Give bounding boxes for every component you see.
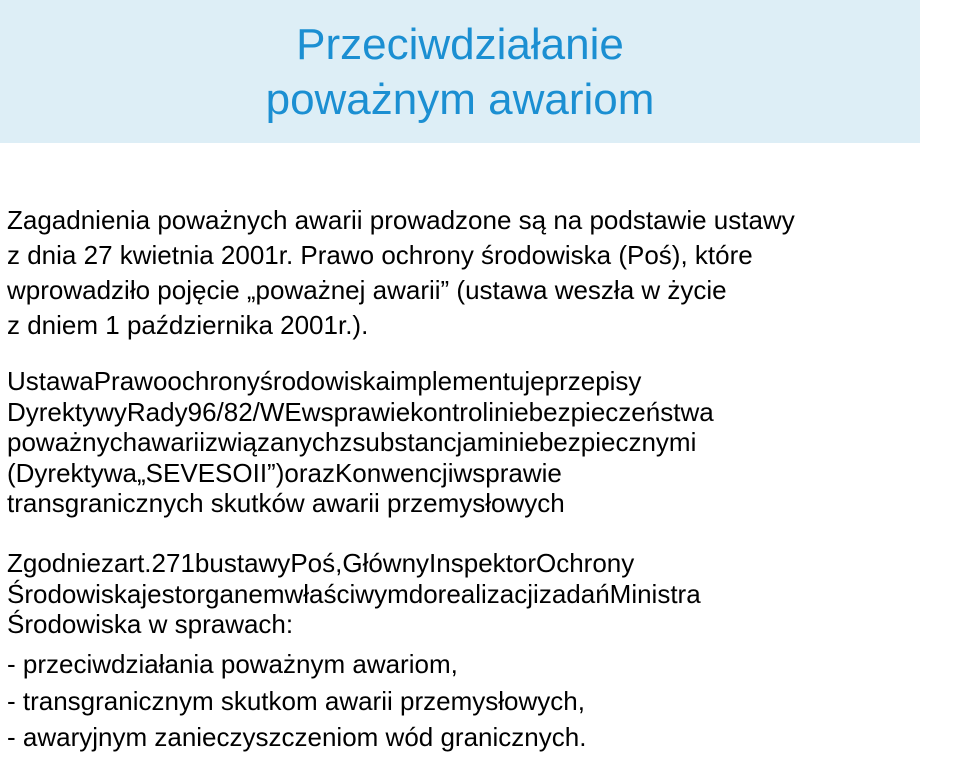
word: sprawie (472, 457, 562, 488)
word: Inspektor (429, 548, 536, 578)
word: Konwencji (334, 457, 454, 488)
list-item: - awaryjnym zanieczyszczeniom wód granicznych. (7, 722, 587, 752)
word: w (301, 396, 321, 427)
directive-line (7, 366, 955, 397)
word: Prawo (93, 366, 168, 396)
word: z (100, 548, 114, 578)
word: Rady (126, 396, 188, 427)
word: II”) (252, 457, 285, 488)
word: w (453, 457, 473, 488)
word: ochrony (167, 366, 260, 396)
article-line: Środowiska w sprawach: (7, 609, 294, 639)
word: 96/82/WE (187, 396, 302, 427)
word: Ochrony (536, 548, 635, 578)
word: środowiska (259, 366, 390, 396)
title-banner (0, 0, 920, 143)
list-item: - transgranicznym skutkom awarii przemysłowych, (7, 685, 585, 716)
word: Ustawa (7, 366, 94, 396)
article-line (7, 548, 955, 579)
directive-line (7, 458, 955, 489)
word: Poś, (290, 548, 343, 578)
word: zadań (538, 578, 610, 609)
word: substancjami (352, 427, 505, 457)
word: przepisy (544, 366, 642, 396)
word: oraz (284, 457, 335, 488)
word: kontroli (410, 396, 494, 427)
intro-line: z dniem 1 października 2001r.). (7, 310, 369, 340)
word: niebezpieczeństwa (493, 396, 714, 427)
word: związanych (205, 427, 340, 457)
word: organem (181, 578, 285, 609)
word: (Dyrektywa (7, 457, 138, 488)
word: jest (141, 578, 182, 609)
word: poważnych (7, 427, 138, 457)
word: implementuje (389, 366, 545, 396)
intro-line: z dnia 27 kwietnia 2001r. Prawo ochrony środowiska (Poś), które (7, 240, 753, 270)
intro-line: wprowadziło pojęcie „poważnej awarii” (ustawa weszła w życie (7, 275, 727, 305)
word: Ministra (609, 578, 701, 609)
list-item: - przeciwdziałania poważnym awariom, (7, 649, 458, 679)
article-paragraph (7, 548, 955, 640)
page-title-line-1: Przeciwdziałanie (296, 19, 624, 69)
directive-line (7, 427, 955, 458)
word: Zgodnie (7, 548, 101, 578)
word: Główny (342, 548, 430, 578)
word: awarii (137, 427, 205, 457)
word: „SEVESO (137, 457, 253, 488)
word: 271b (151, 548, 210, 578)
word: niebezpiecznymi (504, 427, 697, 457)
directive-line: transgranicznych skutków awarii przemysłowych (7, 488, 565, 518)
word: art. (113, 548, 152, 578)
task-list (7, 646, 955, 756)
word: do (408, 578, 438, 609)
word: sprawie (320, 396, 411, 427)
word: Dyrektywy (7, 396, 127, 427)
word: realizacji (437, 578, 539, 609)
intro-line: Zagadnienia poważnych awarii prowadzone są na podstawie ustawy (7, 205, 795, 235)
intro-paragraph (7, 203, 955, 343)
word: właściwym (284, 578, 409, 609)
page-title-line-2: poważnym awariom (265, 74, 655, 124)
directive-paragraph (7, 366, 955, 519)
directive-line (7, 397, 955, 428)
word: ustawy (209, 548, 291, 578)
word: z (339, 427, 353, 457)
article-line (7, 579, 955, 610)
word: Środowiska (7, 578, 142, 609)
